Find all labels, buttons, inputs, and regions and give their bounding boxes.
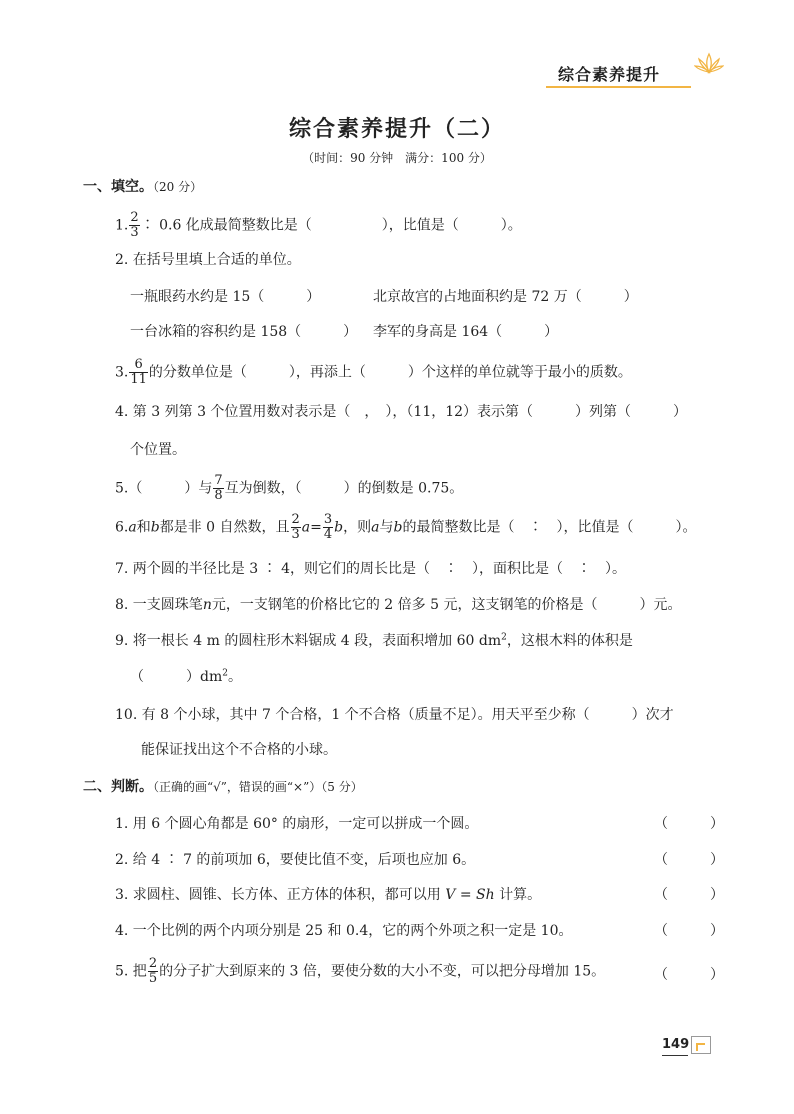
q10-line-1: 10. 有 8 个小球，其中 7 个合格，1 个不合格（质量不足）。用天平至少称（ ）次才: [115, 707, 674, 723]
corner-underline: [546, 86, 691, 88]
q6-f2-num: 3: [323, 512, 333, 527]
section-2-title: 二、判断。: [83, 779, 153, 795]
corner-label: 综合素养提升: [558, 65, 661, 84]
judge-3-answer: （ ）: [654, 887, 724, 903]
judge-5-text-2: 的分子扩大到原来的 3 倍，要使分数的大小不变，可以把分母增加 15。: [159, 963, 606, 980]
question-6: [115, 513, 696, 542]
q8-var-n: n: [202, 597, 212, 613]
section-1-note: （20 分）: [153, 180, 203, 194]
q9-sup-1: 2: [501, 632, 507, 643]
judge-1-answer: （ ）: [654, 816, 724, 832]
q8-text-1: 8. 一支圆珠笔: [115, 597, 203, 613]
q6-var-a-3: a: [371, 519, 380, 536]
section-2-heading: [83, 776, 363, 796]
question-8: [115, 594, 681, 614]
q6-f1-den: 3: [291, 527, 300, 542]
judge-5: [115, 957, 605, 986]
question-3: [115, 358, 632, 387]
section-1-heading: [83, 176, 202, 196]
judge-3-text-2: 计算。: [499, 887, 542, 903]
q6-equals: =: [310, 519, 322, 536]
q6-var-a: a: [128, 519, 137, 536]
q6-text-4: 与: [379, 519, 394, 536]
q5-frac-den: 8: [214, 488, 223, 503]
judge-1: 1. 用 6 个圆心角都是 60° 的扇形，一定可以拼成一个圆。: [115, 816, 479, 832]
judge-5-fraction: [148, 957, 158, 986]
judge-3: [115, 884, 541, 904]
page-subtitle: （时间：90 分钟 满分：100 分）: [302, 151, 492, 165]
question-2: 2. 在括号里填上合适的单位。: [115, 252, 301, 268]
q3-frac-num: 6: [129, 358, 148, 373]
q3-frac-den: 11: [130, 372, 147, 387]
section-2-note: （正确的画“√”，错误的画“×”）（5 分）: [153, 780, 363, 794]
q1-frac-num: 2: [130, 210, 139, 225]
q4-line-1: 4. 第 3 列第 3 个位置用数对表示是（ ， ），（11，12）表示第（ ）列第（ ）: [115, 404, 688, 420]
q5-part-2: 互为倒数，（ ）的倒数是 0.75。: [224, 480, 464, 497]
q5-part-1: 5.（ ）与: [115, 480, 213, 497]
judge-4: 4. 一个比例的两个内项分别是 25 和 0.4，它的两个外项之积一定是 10。: [115, 923, 573, 939]
q6-f1-num: 2: [291, 512, 300, 527]
q9-sup-2: 2: [222, 668, 228, 679]
q6-text-3: ，则: [343, 519, 372, 536]
q3-fraction: [129, 358, 148, 387]
q6-var-b-2: b: [334, 519, 344, 536]
q6-f2-den: 4: [323, 527, 333, 542]
q1-number: 1.: [115, 217, 129, 234]
question-7: 7. 两个圆的半径比是 3 ∶ 4，则它们的周长比是（ ∶ ），面积比是（ ∶ ）。: [115, 561, 626, 577]
page-number: 149: [662, 1037, 690, 1052]
q6-text-5: 的最简整数比是（ ∶ ），比值是（ ）。: [402, 519, 697, 536]
q6-number: 6.: [115, 519, 129, 536]
judge-5-frac-num: 2: [148, 956, 158, 971]
q6-var-b: b: [150, 519, 160, 536]
q4-line-2: 个位置。: [130, 442, 186, 458]
q3-text: 的分数单位是（ ），再添上（ ）个这样的单位就等于最小的质数。: [148, 364, 632, 381]
q9-text-2b: 。: [227, 669, 242, 685]
q6-fraction-1: [291, 513, 301, 542]
q5-frac-num: 7: [214, 473, 223, 488]
page-number-underline: [662, 1055, 688, 1056]
q6-var-b-3: b: [393, 519, 403, 536]
q2-item-b: 北京故宫的占地面积约是 72 万（ ）: [373, 289, 638, 305]
judge-2-answer: （ ）: [654, 852, 724, 868]
q9-text-1b: ，这根木料的体积是: [506, 633, 633, 649]
q1-frac-den: 3: [130, 225, 139, 240]
judge-2: 2. 给 4 ∶ 7 的前项加 6，要使比值不变，后项也应加 6。: [115, 852, 476, 868]
page-corner-mark: [691, 1036, 711, 1054]
q6-text-1: 和: [136, 519, 151, 536]
question-1: [115, 211, 522, 240]
q9-text-2: （ ）dm: [130, 669, 223, 685]
judge-4-answer: （ ）: [654, 923, 724, 939]
page-title: 综合素养提升（二）: [288, 117, 505, 142]
question-5: [115, 474, 463, 503]
q6-text-2: 都是非 0 自然数，且: [159, 519, 290, 536]
corner-header: [546, 52, 706, 92]
q2-item-c: 一台冰箱的容积约是 158（ ）: [130, 324, 358, 340]
judge-5-frac-den: 5: [148, 971, 158, 986]
q1-fraction: [129, 211, 139, 240]
q6-fraction-2: [323, 513, 333, 542]
q3-number: 3.: [115, 364, 129, 381]
judge-3-text-1: 3. 求圆柱、圆锥、长方体、正方体的体积，都可以用: [115, 887, 441, 903]
q9-text-1: 9. 将一根长 4 m 的圆柱形木料锯成 4 段，表面积增加 60 dm: [115, 633, 502, 649]
section-1-title: 一、填空。: [83, 179, 153, 195]
q6-var-a-2: a: [301, 519, 311, 536]
lotus-icon: [694, 52, 724, 76]
q9-line-2: [130, 666, 242, 686]
judge-5-text-1: 5. 把: [115, 963, 147, 980]
q1-text: ∶ 0.6 化成最简整数比是（ ），比值是（ ）。: [140, 217, 522, 234]
q8-text-2: 元，一支钢笔的价格比它的 2 倍多 5 元，这支钢笔的价格是（ ）元。: [211, 597, 682, 613]
q5-fraction: [213, 474, 223, 503]
q9-line-1: [115, 630, 633, 650]
q2-item-d: 李军的身高是 164（ ）: [373, 324, 559, 340]
judge-3-formula: V = Sh: [445, 887, 495, 903]
q2-item-a: 一瓶眼药水约是 15（ ）: [130, 289, 321, 305]
judge-5-answer: （ ）: [654, 967, 724, 983]
q10-line-2: 能保证找出这个不合格的小球。: [141, 742, 337, 758]
